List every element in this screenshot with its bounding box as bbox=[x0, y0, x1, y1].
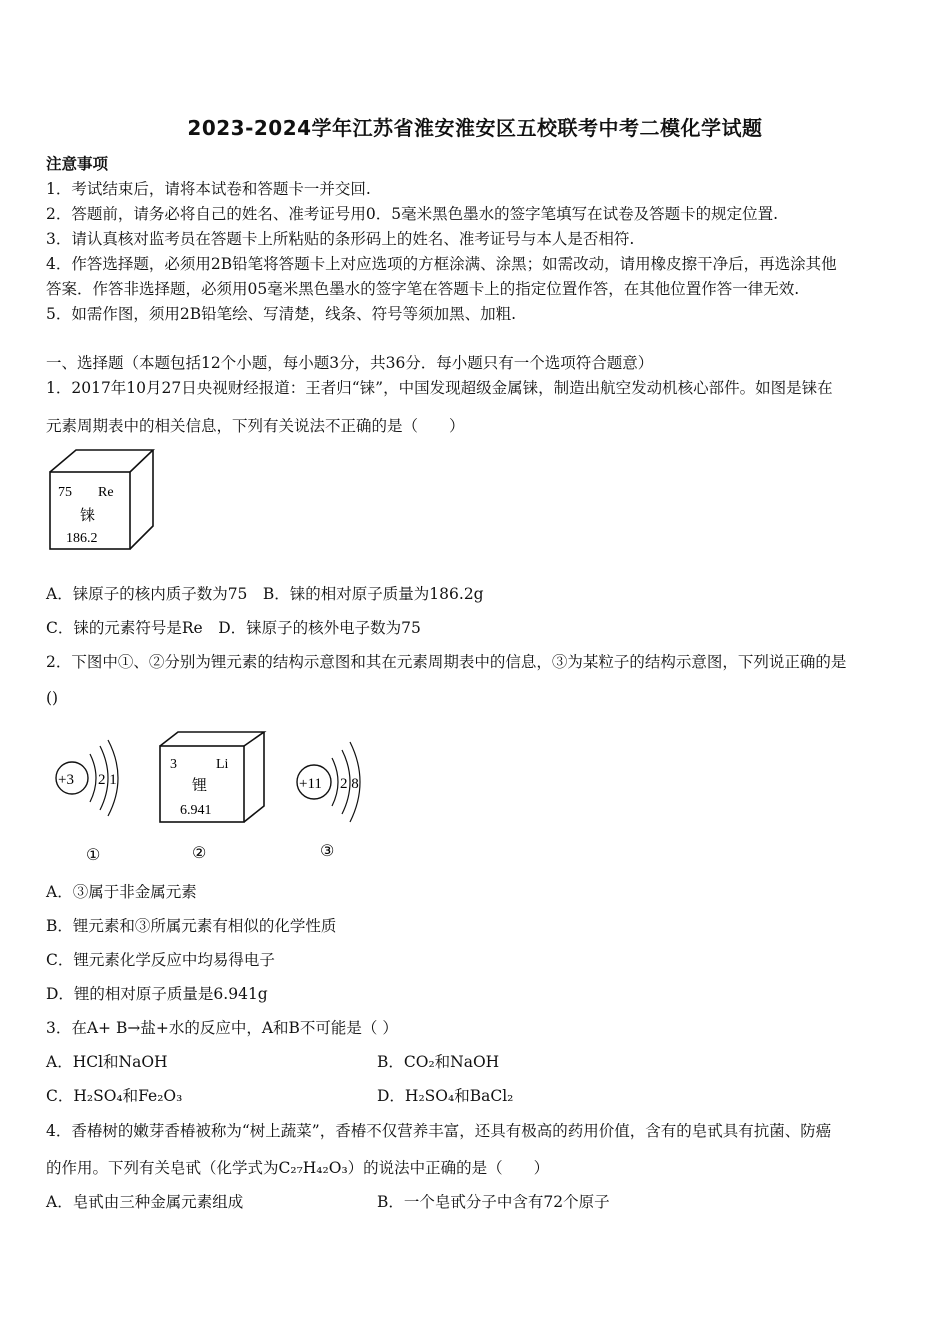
svg-text:+3: +3 bbox=[58, 772, 74, 788]
element-symbol: Re bbox=[98, 485, 114, 500]
svg-text:2 1: 2 1 bbox=[98, 772, 117, 788]
svg-text:②: ② bbox=[192, 845, 207, 862]
q3-option-b: B．CO₂和NaOH bbox=[377, 1053, 500, 1071]
sodium-ion-diagram bbox=[297, 742, 360, 860]
q2-figure bbox=[46, 730, 376, 870]
svg-text:Li: Li bbox=[216, 757, 229, 772]
q1-options: A．铼原子的核内质子数为75 B．铼的相对原子质量为186.2g bbox=[46, 585, 484, 603]
svg-text:①: ① bbox=[86, 847, 101, 864]
q2-option: B．锂元素和③所属元素有相似的化学性质 bbox=[46, 917, 337, 935]
notice-item: 4．作答选择题，必须用2B铅笔将答题卡上对应选项的方框涂满、涂黑；如需改动，请用橡皮擦干净后，再选涂其他 bbox=[46, 255, 837, 273]
q4-stem: 4．香椿树的嫩芽香椿被称为“树上蔬菜”，香椿不仅营养丰富，还具有极高的药用价值，含有的皂甙具有抗菌、防癌 bbox=[46, 1122, 832, 1140]
q2-stem: () bbox=[46, 689, 59, 707]
q2-stem: 2．下图中①、②分别为锂元素的结构示意图和其在元素周期表中的信息，③为某粒子的结构示意图，下列说正确的是 bbox=[46, 653, 847, 671]
svg-text:3: 3 bbox=[170, 757, 177, 772]
q4-option-b: B．一个皂甙分子中含有72个原子 bbox=[377, 1193, 610, 1211]
notice-heading: 注意事项 bbox=[46, 154, 109, 173]
svg-text:锂: 锂 bbox=[192, 778, 208, 794]
notice-item: 2．答题前，请务必将自己的姓名、准考证号用0．5毫米黑色墨水的签字笔填写在试卷及答题卡的规定位置. bbox=[46, 205, 779, 223]
q2-option: A．③属于非金属元素 bbox=[46, 883, 197, 901]
rhenium-element-cell bbox=[46, 446, 158, 552]
lithium-element-cell bbox=[160, 732, 264, 862]
svg-text:2 8: 2 8 bbox=[340, 776, 359, 792]
element-mass: 186.2 bbox=[66, 531, 98, 546]
q4-option-a: A．皂甙由三种金属元素组成 bbox=[46, 1193, 244, 1211]
q3-option-c: C．H₂SO₄和Fe₂O₃ bbox=[46, 1087, 183, 1105]
svg-text:③: ③ bbox=[320, 843, 335, 860]
notice-item: 1．考试结束后，请将本试卷和答题卡一并交回. bbox=[46, 180, 371, 198]
q1-stem: 元素周期表中的相关信息，下列有关说法不正确的是（ ） bbox=[46, 417, 465, 435]
element-number: 75 bbox=[58, 485, 72, 500]
svg-text:+11: +11 bbox=[299, 776, 322, 792]
q2-option: D．锂的相对原子质量是6.941g bbox=[46, 985, 268, 1003]
notice-item: 答案．作答非选择题，必须用05毫米黑色墨水的签字笔在答题卡上的指定位置作答，在其他位置作答一律无效. bbox=[46, 280, 800, 298]
svg-text:6.941: 6.941 bbox=[180, 803, 212, 818]
q3-option-d: D．H₂SO₄和BaCl₂ bbox=[377, 1087, 514, 1105]
q3-option-a: A．HCl和NaOH bbox=[46, 1053, 168, 1071]
section-heading: 一、选择题（本题包括12个小题，每小题3分，共36分．每小题只有一个选项符合题意） bbox=[46, 354, 654, 372]
notice-item: 5．如需作图，须用2B铅笔绘、写清楚，线条、符号等须加黑、加粗. bbox=[46, 305, 517, 323]
page-title: 2023-2024学年江苏省淮安淮安区五校联考中考二模化学试题 bbox=[187, 116, 763, 140]
q3-stem: 3．在A+ B→盐+水的反应中，A和B不可能是（ ） bbox=[46, 1019, 398, 1037]
q1-stem: 1．2017年10月27日央视财经报道：王者归“铼”，中国发现超级金属铼，制造出航空发动机核心部件。如图是铼在 bbox=[46, 379, 833, 397]
element-name: 铼 bbox=[80, 508, 96, 524]
q4-stem: 的作用。下列有关皂甙（化学式为C₂₇H₄₂O₃）的说法中正确的是（ ） bbox=[46, 1159, 550, 1177]
q2-option: C．锂元素化学反应中均易得电子 bbox=[46, 951, 275, 969]
lithium-atom-diagram bbox=[56, 740, 118, 864]
q1-options: C．铼的元素符号是Re D．铼原子的核外电子数为75 bbox=[46, 619, 421, 637]
notice-item: 3．请认真核对监考员在答题卡上所粘贴的条形码上的姓名、准考证号与本人是否相符. bbox=[46, 230, 635, 248]
